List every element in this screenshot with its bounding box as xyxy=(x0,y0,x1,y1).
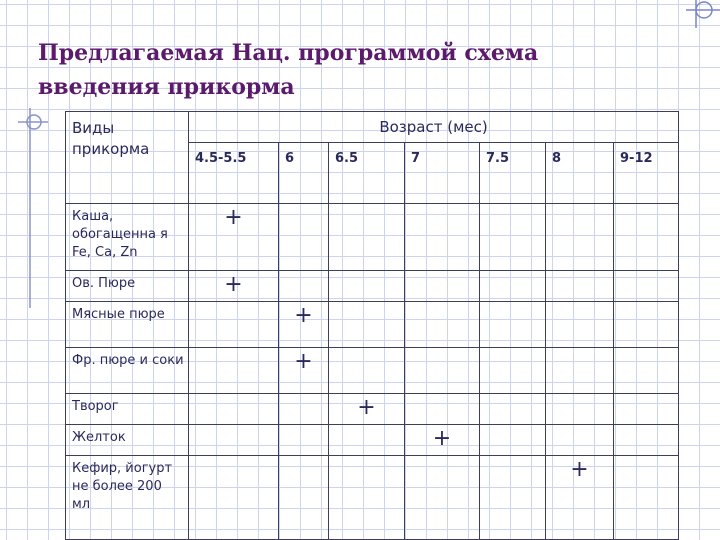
food-name-cell: Мясные пюре xyxy=(66,302,189,348)
mark-cell xyxy=(189,302,279,348)
corner-decoration xyxy=(686,0,720,28)
age-header-cell: 6.5 xyxy=(329,143,405,204)
table-row xyxy=(66,348,679,394)
kind-column-header: Виды прикорма xyxy=(66,112,189,204)
mark-cell: + xyxy=(189,271,279,302)
mark-cell xyxy=(189,394,279,425)
food-name-cell: Каша, обогащенна я Fe, Ca, Zn xyxy=(66,204,189,271)
mark-cell xyxy=(614,425,679,456)
mark-cell xyxy=(480,425,546,456)
mark-cell xyxy=(405,394,480,425)
food-name-cell: Творог xyxy=(66,394,189,425)
mark-cell xyxy=(546,348,614,394)
mark-cell xyxy=(329,204,405,271)
mark-cell xyxy=(614,348,679,394)
mark-cell xyxy=(480,204,546,271)
mark-cell xyxy=(405,348,480,394)
mark-cell xyxy=(405,302,480,348)
age-header-cell: 7.5 xyxy=(480,143,546,204)
mark-cell: + xyxy=(279,302,329,348)
mark-cell xyxy=(614,302,679,348)
mark-cell xyxy=(614,271,679,302)
mark-cell xyxy=(189,456,279,540)
mark-cell xyxy=(329,456,405,540)
header-row xyxy=(66,112,679,143)
mark-cell xyxy=(614,204,679,271)
mark-cell: + xyxy=(405,425,480,456)
page-title xyxy=(38,36,538,104)
mark-cell xyxy=(405,271,480,302)
age-header-cell: 6 xyxy=(279,143,329,204)
age-header-cell: 8 xyxy=(546,143,614,204)
title-line-1: Предлагаемая Нац. программой схема xyxy=(38,40,539,66)
age-header-cell: 7 xyxy=(405,143,480,204)
mark-cell xyxy=(480,348,546,394)
mark-cell: + xyxy=(329,394,405,425)
table-row xyxy=(66,204,679,271)
mark-cell xyxy=(279,204,329,271)
mark-cell xyxy=(279,425,329,456)
mark-cell xyxy=(546,302,614,348)
mark-cell xyxy=(480,456,546,540)
mark-cell xyxy=(279,394,329,425)
mark-cell: + xyxy=(279,348,329,394)
mark-cell xyxy=(614,394,679,425)
age-header-cell: 4.5-5.5 xyxy=(189,143,279,204)
feeding-schedule-table xyxy=(65,111,679,540)
mark-cell xyxy=(546,271,614,302)
mark-cell xyxy=(480,302,546,348)
mark-cell xyxy=(405,456,480,540)
age-column-header: Возраст (мес) xyxy=(189,112,679,143)
age-header-cell: 9-12 xyxy=(614,143,679,204)
food-name-cell: Ов. Пюре xyxy=(66,271,189,302)
mark-cell xyxy=(546,425,614,456)
mark-cell xyxy=(329,302,405,348)
food-name-cell: Кефир, йогурт не более 200 мл xyxy=(66,456,189,540)
margin-crosshair-decoration xyxy=(18,108,48,308)
table-row xyxy=(66,302,679,348)
food-name-cell: Фр. пюре и соки xyxy=(66,348,189,394)
mark-cell xyxy=(329,425,405,456)
mark-cell xyxy=(279,271,329,302)
table-row xyxy=(66,394,679,425)
mark-cell xyxy=(546,204,614,271)
mark-cell xyxy=(279,456,329,540)
mark-cell xyxy=(189,348,279,394)
mark-cell xyxy=(329,271,405,302)
title-line-2: введения прикорма xyxy=(38,74,295,100)
mark-cell: + xyxy=(189,204,279,271)
mark-cell xyxy=(614,456,679,540)
mark-cell xyxy=(189,425,279,456)
mark-cell xyxy=(329,348,405,394)
mark-cell xyxy=(480,271,546,302)
mark-cell xyxy=(546,394,614,425)
table-row xyxy=(66,271,679,302)
mark-cell xyxy=(480,394,546,425)
mark-cell xyxy=(405,204,480,271)
table-row xyxy=(66,456,679,540)
table-row xyxy=(66,425,679,456)
food-name-cell: Желток xyxy=(66,425,189,456)
mark-cell: + xyxy=(546,456,614,540)
